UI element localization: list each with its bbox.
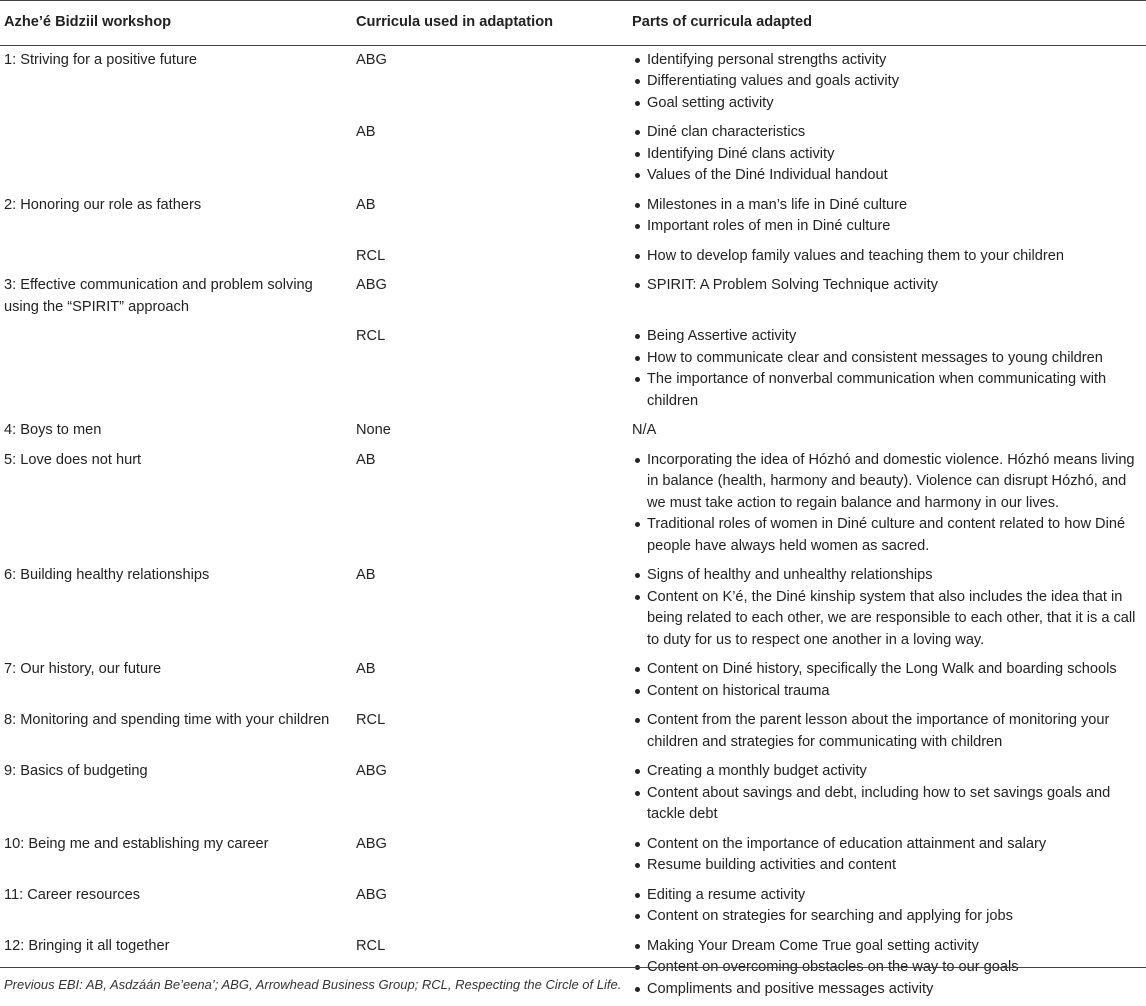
parts-list-item: Content on K’é, the Diné kinship system that also includes the idea that in being related to each other, we are responsible to each other, that it is a call to duty for us to respect one another in a loving way. [632,587,1138,652]
curricula-cell: AB [354,446,630,562]
parts-list [632,450,1138,558]
header-curricula: Curricula used in adaptation [354,1,630,46]
parts-cell [630,118,1146,191]
workshop-cell: 12: Bringing it all together [0,932,354,1006]
parts-list [632,195,1138,238]
table-row [0,416,1146,446]
parts-list-item: Content about savings and debt, including how to set savings goals and tackle debt [632,783,1138,826]
parts-list [632,246,1138,268]
workshop-cell: 9: Basics of budgeting [0,757,354,830]
curricula-cell: ABG [354,830,630,881]
parts-list-item: Incorporating the idea of Hózhó and domestic violence. Hózhó means living in balance (health, harmony and beauty). Violence can disrupt Hózhó, and we must take action to regain balance and harmony in our lives. [632,450,1138,515]
parts-list-item: Identifying Diné clans activity [632,144,1138,166]
curricula-cell: RCL [354,322,630,416]
parts-list-item: Content on overcoming obstacles on the way to our goals [632,957,1138,979]
parts-list-item: Content on Diné history, specifically the Long Walk and boarding schools [632,659,1138,681]
parts-cell [630,242,1146,272]
workshop-cell [0,322,354,416]
parts-cell [630,655,1146,706]
table-row [0,881,1146,932]
table-row [0,45,1146,118]
header-workshop: Azhe’é Bidziil workshop [0,1,354,46]
parts-list-item: Differentiating values and goals activity [632,71,1138,93]
table-row [0,242,1146,272]
parts-list-item: Milestones in a man’s life in Diné culture [632,195,1138,217]
table-row [0,446,1146,562]
table-row [0,757,1146,830]
parts-cell [630,561,1146,655]
parts-plain-text: N/A [632,422,656,438]
header-parts: Parts of curricula adapted [630,1,1146,46]
parts-cell [630,706,1146,757]
workshop-cell [0,242,354,272]
parts-cell [630,881,1146,932]
parts-list-item: Traditional roles of women in Diné culture and content related to how Diné people have always held women as sacred. [632,514,1138,557]
header-row [0,1,1146,46]
parts-list-item: Content from the parent lesson about the importance of monitoring your children and strategies for communicating with children [632,710,1138,753]
curricula-cell: AB [354,655,630,706]
parts-cell [630,191,1146,242]
workshop-cell: 3: Effective communication and problem solving using the “SPIRIT” approach [0,271,354,322]
workshop-cell [0,118,354,191]
curricula-cell: AB [354,118,630,191]
parts-list-item: Resume building activities and content [632,855,1138,877]
workshop-cell: 5: Love does not hurt [0,446,354,562]
parts-list [632,122,1138,187]
table-header [0,1,1146,46]
parts-list [632,761,1138,826]
parts-list-item: Editing a resume activity [632,885,1138,907]
table-row [0,271,1146,322]
parts-list [632,326,1138,412]
parts-list-item: SPIRIT: A Problem Solving Technique activity [632,275,1138,297]
parts-list [632,275,1138,297]
curricula-cell: RCL [354,242,630,272]
table-row [0,706,1146,757]
parts-list [632,885,1138,928]
parts-list-item: Values of the Diné Individual handout [632,165,1138,187]
parts-list-item: Creating a monthly budget activity [632,761,1138,783]
workshop-cell: 1: Striving for a positive future [0,45,354,118]
parts-cell [630,45,1146,118]
workshop-cell: 7: Our history, our future [0,655,354,706]
parts-list-item: Content on historical trauma [632,681,1138,703]
workshop-cell: 4: Boys to men [0,416,354,446]
parts-cell [630,446,1146,562]
parts-list-item: Making Your Dream Come True goal setting activity [632,936,1138,958]
parts-list [632,710,1138,753]
parts-list-item: Diné clan characteristics [632,122,1138,144]
table-row [0,322,1146,416]
curricula-cell: ABG [354,45,630,118]
parts-list [632,659,1138,702]
parts-list-item: Content on strategies for searching and applying for jobs [632,906,1138,928]
table-row [0,118,1146,191]
table-row [0,655,1146,706]
parts-list-item: How to develop family values and teaching them to your children [632,246,1138,268]
parts-cell [630,322,1146,416]
table-body [0,45,1146,1006]
parts-cell [630,271,1146,322]
parts-list-item: Identifying personal strengths activity [632,50,1138,72]
curricula-cell: AB [354,191,630,242]
parts-list-item: Compliments and positive messages activity [632,979,1138,1001]
parts-list-item: The importance of nonverbal communication when communicating with children [632,369,1138,412]
table-row [0,561,1146,655]
curricula-cell: RCL [354,932,630,1006]
parts-list-item: Being Assertive activity [632,326,1138,348]
parts-list [632,565,1138,651]
parts-list-item: Content on the importance of education attainment and salary [632,834,1138,856]
workshop-cell: 10: Being me and establishing my career [0,830,354,881]
parts-list-item: Signs of healthy and unhealthy relationships [632,565,1138,587]
parts-cell [630,830,1146,881]
workshop-cell: 8: Monitoring and spending time with your children [0,706,354,757]
curricula-cell: ABG [354,271,630,322]
workshop-cell: 11: Career resources [0,881,354,932]
curricula-cell: RCL [354,706,630,757]
parts-list-item: Goal setting activity [632,93,1138,115]
workshop-cell: 2: Honoring our role as fathers [0,191,354,242]
parts-cell [630,416,1146,446]
curricula-cell: None [354,416,630,446]
parts-list-item: Important roles of men in Diné culture [632,216,1138,238]
parts-list-item: How to communicate clear and consistent messages to young children [632,348,1138,370]
parts-list [632,50,1138,115]
table-row [0,191,1146,242]
parts-cell [630,757,1146,830]
table-row [0,830,1146,881]
curricula-cell: ABG [354,757,630,830]
table-footnote: Previous EBI: AB, Asdzáán Be’eena’; ABG, Arrowhead Business Group; RCL, Respecting the Circle of Life. [0,967,1146,996]
curricula-cell: AB [354,561,630,655]
parts-list [632,834,1138,877]
curricula-cell: ABG [354,881,630,932]
workshop-cell: 6: Building healthy relationships [0,561,354,655]
